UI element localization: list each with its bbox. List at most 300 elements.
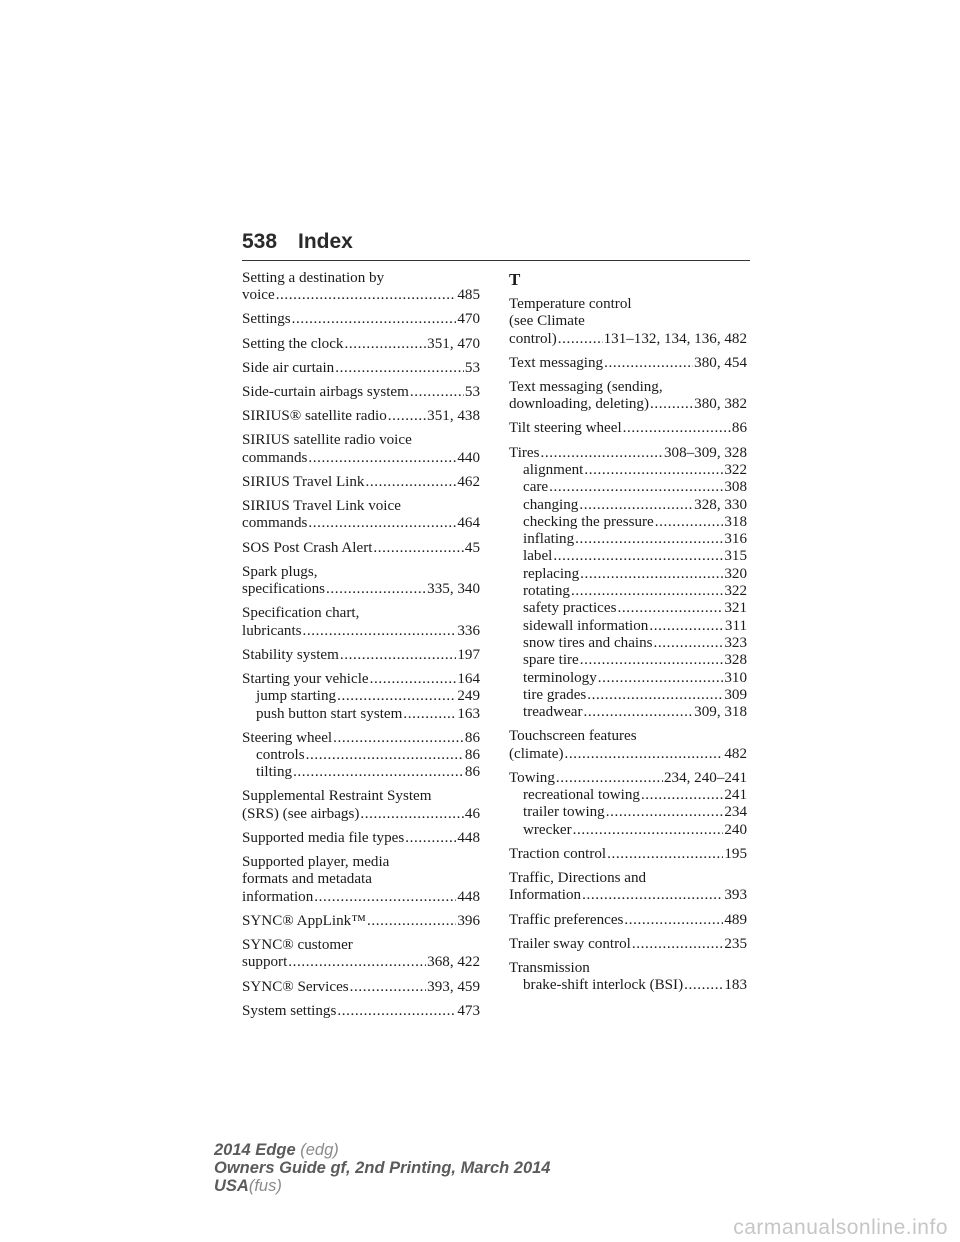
index-entry — [242, 360, 480, 377]
entry-text: Traffic, Directions and — [509, 870, 647, 887]
dot-leader — [388, 408, 426, 425]
index-entry — [242, 854, 480, 906]
entry-text: commands — [242, 515, 308, 532]
index-entry-line — [509, 313, 747, 330]
index-entry-line — [242, 432, 480, 449]
dot-leader — [337, 1003, 456, 1020]
index-entry-line — [509, 846, 747, 863]
dot-leader — [580, 566, 723, 583]
page-reference: 351, 470 — [427, 335, 480, 352]
page-reference: 328, 330 — [694, 496, 747, 513]
entry-text: Starting your vehicle — [242, 670, 369, 687]
index-entry-line — [509, 420, 747, 437]
dot-leader — [333, 730, 464, 747]
dot-leader — [624, 912, 723, 929]
index-entry — [242, 730, 480, 782]
index-entry — [242, 937, 480, 972]
index-entry — [242, 336, 480, 353]
dot-leader — [410, 384, 464, 401]
index-subentry — [509, 652, 747, 669]
entry-text: lubricants — [242, 622, 302, 639]
entry-text: Touchscreen features — [509, 728, 637, 745]
entry-text: (SRS) (see airbags) — [242, 805, 360, 822]
index-subentry — [509, 583, 747, 600]
entry-text: Setting a destination by — [242, 270, 385, 286]
entry-text: voice — [242, 287, 275, 304]
entry-text: SOS Post Crash Alert — [242, 539, 373, 556]
dot-leader — [575, 531, 723, 548]
entry-text: Traffic preferences — [509, 911, 624, 928]
index-entry-line — [509, 746, 747, 763]
entry-text: Temperature control — [509, 296, 632, 312]
index-subentry — [509, 822, 747, 839]
entry-text: Steering wheel — [242, 729, 333, 746]
index-subentry — [509, 566, 747, 583]
index-subentry — [509, 497, 747, 514]
footer-edition: Owners Guide gf, 2nd Printing, March 2014 — [214, 1159, 551, 1177]
entry-text: SYNC® AppLink™ — [242, 912, 366, 929]
page-reference: 183 — [724, 977, 747, 994]
page-reference: 311 — [724, 617, 747, 634]
page-reference: 393, 459 — [427, 978, 480, 995]
entry-text: safety practices — [523, 600, 617, 617]
dot-leader — [558, 331, 603, 348]
page-reference: 309 — [724, 686, 747, 703]
index-entry-line — [242, 889, 480, 906]
entry-text: checking the pressure — [523, 513, 654, 530]
dot-leader — [617, 600, 723, 617]
dot-leader — [684, 977, 723, 994]
entry-text: care — [523, 479, 549, 496]
dot-leader — [373, 540, 463, 557]
entry-text: Supported player, media — [242, 854, 390, 871]
dot-leader — [326, 581, 426, 598]
index-entry — [242, 788, 480, 823]
entry-text: tilting — [256, 764, 293, 781]
dot-leader — [293, 764, 464, 781]
dot-leader — [335, 360, 464, 377]
index-subentry — [509, 787, 747, 804]
page-reference: 448 — [457, 888, 480, 905]
page-reference: 53 — [464, 359, 480, 376]
entry-text: trailer towing — [523, 804, 605, 821]
dot-leader — [584, 704, 694, 721]
index-entry-line — [242, 854, 480, 871]
entry-text: alignment — [523, 461, 584, 478]
entry-text: Towing — [509, 769, 555, 786]
index-entry-line — [242, 788, 480, 805]
entry-text: commands — [242, 449, 308, 466]
entry-text: Transmission — [509, 959, 590, 976]
dot-leader — [556, 770, 663, 787]
index-entry — [509, 728, 747, 763]
entry-text: Specification chart, — [242, 605, 360, 622]
index-subentry — [509, 531, 747, 548]
dot-leader — [587, 687, 723, 704]
index-entry — [242, 671, 480, 723]
index-entry — [242, 498, 480, 533]
entry-text: SYNC® Services — [242, 978, 349, 995]
index-entry-line — [242, 360, 480, 377]
index-entry-line — [509, 912, 747, 929]
page-reference: 315 — [724, 548, 747, 565]
page-reference: 473 — [457, 1002, 480, 1019]
index-entry-line — [242, 623, 480, 640]
footer-model: 2014 Edge — [214, 1141, 296, 1159]
entry-text: Traction control — [509, 845, 607, 862]
index-entry — [242, 605, 480, 640]
entry-text: Supplemental Restraint System — [242, 788, 432, 805]
index-column-right — [509, 270, 747, 1001]
index-subentry — [242, 688, 480, 705]
entry-text: Side air curtain — [242, 359, 335, 376]
index-entry-line — [242, 311, 480, 328]
index-entry-line — [242, 937, 480, 954]
entry-text: rotating — [523, 583, 570, 600]
index-entry-line — [242, 913, 480, 930]
index-entry — [242, 1003, 480, 1020]
dot-leader — [650, 396, 693, 413]
index-entry-line — [242, 605, 480, 622]
page-reference: 464 — [457, 515, 480, 532]
page-reference: 309, 318 — [694, 704, 747, 721]
index-entry — [509, 296, 747, 348]
page-reference: 316 — [724, 531, 747, 548]
dot-leader — [340, 647, 457, 664]
dot-leader — [564, 746, 723, 763]
index-entry — [242, 384, 480, 401]
index-entry — [509, 870, 747, 905]
dot-leader — [607, 846, 723, 863]
entry-text: Tires — [509, 444, 540, 461]
footer-model-code: (edg) — [300, 1141, 339, 1159]
entry-text: SIRIUS Travel Link — [242, 473, 365, 490]
entry-text: Side-curtain airbags system — [242, 384, 409, 401]
index-entry-line — [242, 647, 480, 664]
section-letter: T — [509, 270, 521, 289]
index-entry-line — [509, 379, 747, 396]
index-entry-line — [242, 1003, 480, 1020]
dot-leader — [350, 979, 427, 996]
index-entry-line — [509, 331, 747, 348]
entry-text: Supported media file types — [242, 829, 405, 846]
index-entry-line — [242, 564, 480, 581]
page-reference: 448 — [457, 829, 480, 846]
entry-text: recreational towing — [523, 787, 640, 804]
index-entry — [242, 432, 480, 467]
dot-leader — [292, 311, 457, 328]
dot-leader — [367, 913, 456, 930]
entry-text: (see Climate — [509, 313, 585, 330]
entry-text: information — [242, 888, 314, 905]
dot-leader — [649, 618, 724, 635]
page-reference: 318 — [724, 513, 747, 530]
page-reference: 86 — [464, 747, 480, 763]
index-entry — [242, 408, 480, 425]
entry-text: tire grades — [523, 686, 587, 703]
index-entry — [509, 379, 747, 414]
dot-leader — [370, 671, 457, 688]
watermark: carmanualsonline.info — [733, 1216, 948, 1239]
entry-text: jump starting — [256, 688, 337, 705]
dot-leader — [641, 787, 723, 804]
page-reference: 240 — [724, 821, 747, 838]
index-entry-line — [242, 954, 480, 971]
page-reference: 489 — [724, 911, 747, 928]
index-subentry — [509, 462, 747, 479]
index-subentry — [242, 747, 480, 764]
index-subentry — [509, 600, 747, 617]
entry-text: SIRIUS® satellite radio — [242, 408, 387, 425]
page-reference: 482 — [724, 745, 747, 762]
footer-market-code: (fus) — [248, 1177, 282, 1195]
entry-text: control) — [509, 330, 557, 347]
entry-text: SIRIUS satellite radio voice — [242, 432, 412, 449]
dot-leader — [403, 706, 456, 723]
entry-text: Setting the clock — [242, 335, 344, 352]
entry-text: controls — [256, 747, 305, 763]
index-entry — [509, 912, 747, 929]
entry-text: replacing — [523, 565, 580, 582]
index-entry-line — [242, 474, 480, 491]
entry-text: SIRIUS Travel Link voice — [242, 498, 401, 515]
dot-leader — [303, 623, 457, 640]
footer-line-model — [214, 1141, 551, 1159]
dot-leader — [580, 652, 724, 669]
entry-text: terminology — [523, 669, 597, 686]
index-entry-line — [242, 671, 480, 688]
page-title: Index — [298, 230, 353, 253]
entry-text: snow tires and chains — [523, 634, 653, 651]
entry-text: brake-shift interlock (BSI) — [523, 977, 684, 994]
page-reference: 322 — [724, 583, 747, 600]
index-entry — [242, 647, 480, 664]
index-entry — [242, 311, 480, 328]
page-reference: 485 — [457, 287, 480, 304]
entry-text: Spark plugs, — [242, 563, 318, 580]
dot-leader — [308, 515, 456, 532]
index-entry-line — [509, 870, 747, 887]
index-entries-t — [509, 296, 747, 994]
index-entry-line — [242, 498, 480, 515]
footer-line-edition — [214, 1159, 551, 1177]
entry-text: System settings — [242, 1002, 337, 1019]
dot-leader — [540, 445, 663, 462]
page-reference: 322 — [724, 461, 747, 478]
dot-leader — [365, 474, 456, 491]
page-reference: 86 — [464, 729, 480, 746]
index-entry-line — [242, 270, 480, 287]
entry-text: SYNC® customer — [242, 937, 353, 954]
dot-leader — [360, 806, 464, 823]
dot-leader — [405, 830, 456, 847]
entry-text: treadwear — [523, 704, 583, 721]
dot-leader — [598, 670, 724, 687]
page-reference: 380, 382 — [694, 396, 747, 413]
index-entry-line — [509, 396, 747, 413]
page-reference: 164 — [457, 670, 480, 687]
index-entry-line — [242, 830, 480, 847]
entry-text: support — [242, 954, 288, 971]
page-reference: 396 — [457, 912, 480, 929]
index-entry-line — [509, 887, 747, 904]
index-entry-line — [242, 287, 480, 304]
page-header — [242, 228, 750, 261]
dot-leader — [623, 420, 731, 437]
entry-text: Stability system — [242, 646, 339, 663]
page-reference: 53 — [464, 384, 480, 401]
page-reference: 234, 240–241 — [663, 769, 747, 786]
index-subentry — [509, 635, 747, 652]
dot-leader — [604, 355, 693, 372]
dot-leader — [276, 287, 457, 304]
entry-text: sidewall information — [523, 617, 649, 634]
entry-text: specifications — [242, 581, 325, 598]
page-reference: 249 — [457, 688, 480, 705]
dot-leader — [582, 887, 723, 904]
entry-text: Tilt steering wheel — [509, 420, 622, 437]
dot-leader — [655, 514, 724, 531]
index-entry-line — [509, 355, 747, 372]
entry-text: wrecker — [523, 821, 572, 838]
index-entry — [242, 830, 480, 847]
index-column-left — [242, 270, 480, 1027]
dot-leader — [654, 635, 724, 652]
page-reference: 351, 438 — [427, 408, 480, 425]
index-subentry — [509, 618, 747, 635]
index-subentry — [509, 548, 747, 565]
entry-text: Information — [509, 887, 582, 904]
index-entry — [242, 540, 480, 557]
entry-text: formats and metadata — [242, 871, 372, 888]
page-reference: 197 — [457, 646, 480, 663]
index-entry — [509, 445, 747, 722]
footer-market: USA — [214, 1177, 249, 1195]
page-reference: 235 — [724, 935, 747, 952]
index-entry-line — [242, 384, 480, 401]
index-subentry — [509, 670, 747, 687]
page-reference: 86 — [464, 764, 480, 781]
footer-line-market — [214, 1177, 551, 1195]
page-reference: 335, 340 — [427, 581, 480, 598]
entry-text: label — [523, 548, 553, 565]
entry-text: Text messaging — [509, 354, 604, 371]
dot-leader — [549, 479, 723, 496]
index-entry — [242, 270, 480, 305]
page-reference: 328 — [724, 652, 747, 669]
dot-leader — [344, 336, 426, 353]
entry-text: spare tire — [523, 652, 579, 669]
index-entry-line — [509, 936, 747, 953]
page-reference: 131–132, 134, 136, 482 — [603, 330, 747, 347]
index-subentry — [509, 479, 747, 496]
dot-leader — [584, 462, 723, 479]
entry-text: inflating — [523, 531, 575, 548]
index-subentry — [242, 764, 480, 781]
index-entry — [509, 936, 747, 953]
index-entry-line — [242, 450, 480, 467]
dot-leader — [553, 548, 723, 565]
dot-leader — [606, 804, 724, 821]
page-reference: 321 — [724, 600, 747, 617]
page-reference: 323 — [724, 634, 747, 651]
page-reference: 470 — [457, 311, 480, 328]
index-entry-line — [242, 515, 480, 532]
index-entry — [242, 564, 480, 599]
entry-text: changing — [523, 496, 579, 513]
dot-leader — [337, 688, 456, 705]
page-reference: 308 — [724, 479, 747, 496]
index-entry-line — [242, 871, 480, 888]
page-reference: 380, 454 — [694, 354, 747, 371]
page-reference: 308–309, 328 — [663, 444, 747, 461]
dot-leader — [632, 936, 724, 953]
entry-text: downloading, deleting) — [509, 396, 650, 413]
page-number: 538 — [242, 230, 278, 253]
index-subentry — [509, 514, 747, 531]
index-entry-line — [242, 336, 480, 353]
page-reference: 46 — [464, 805, 480, 822]
page-reference: 195 — [724, 845, 747, 862]
index-entry — [509, 960, 747, 995]
page-reference: 310 — [724, 669, 747, 686]
dot-leader — [579, 497, 693, 514]
index-entry-line — [242, 581, 480, 598]
index-entry — [509, 770, 747, 839]
page-reference: 462 — [457, 473, 480, 490]
page-reference: 320 — [724, 565, 747, 582]
entry-text: Settings — [242, 311, 291, 328]
index-entry — [509, 355, 747, 372]
dot-leader — [314, 889, 456, 906]
page-reference: 368, 422 — [427, 954, 480, 971]
index-entry — [509, 420, 747, 437]
index-subentry — [509, 704, 747, 721]
page-reference: 234 — [724, 804, 747, 821]
index-entry-line — [509, 960, 747, 977]
index-entry-line — [242, 806, 480, 823]
index-subentry — [509, 687, 747, 704]
index-entry-line — [242, 540, 480, 557]
index-entry — [509, 846, 747, 863]
entry-text: (climate) — [509, 745, 564, 762]
page-reference: 393 — [724, 887, 747, 904]
index-entry — [242, 913, 480, 930]
entry-text: Text messaging (sending, — [509, 378, 663, 395]
dot-leader — [308, 450, 456, 467]
page-reference: 336 — [457, 622, 480, 639]
index-subentry — [509, 804, 747, 821]
index-entry — [242, 979, 480, 996]
index-entry-line — [509, 445, 747, 462]
dot-leader — [306, 747, 464, 764]
dot-leader — [288, 954, 426, 971]
dot-leader — [571, 583, 723, 600]
page-reference: 440 — [457, 449, 480, 466]
index-entry-line — [242, 979, 480, 996]
index-entry-line — [242, 408, 480, 425]
index-entry-line — [509, 770, 747, 787]
entry-text: push button start system — [256, 705, 403, 722]
index-entry — [242, 474, 480, 491]
page-reference: 86 — [731, 420, 747, 437]
index-entry-line — [509, 728, 747, 745]
page-reference: 45 — [464, 539, 480, 556]
index-subentry — [242, 706, 480, 723]
dot-leader — [573, 822, 724, 839]
document-footer — [214, 1141, 551, 1195]
entry-text: Trailer sway control — [509, 935, 631, 952]
